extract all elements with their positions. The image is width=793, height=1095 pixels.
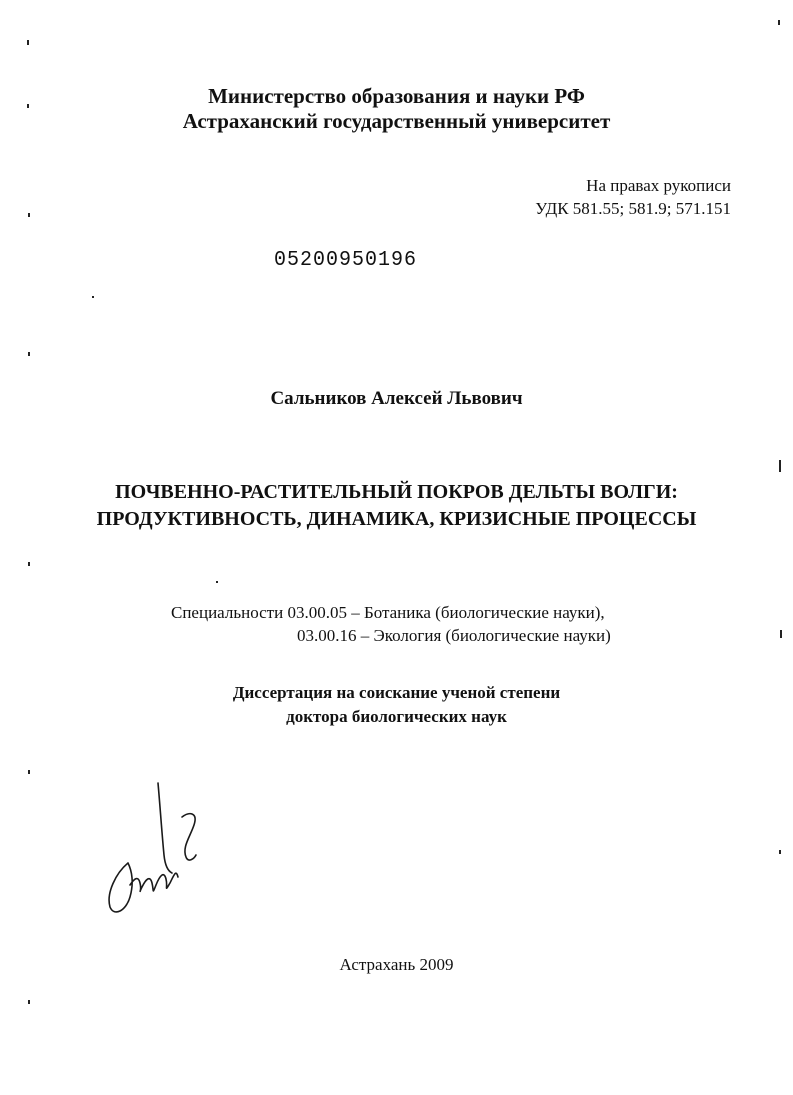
handwritten-signature-icon bbox=[98, 775, 206, 920]
specialty-line-2: 03.00.16 – Экология (биологические науки) bbox=[297, 626, 611, 645]
scan-speck bbox=[779, 460, 781, 472]
scan-speck bbox=[28, 770, 30, 774]
udk-code: УДК 581.55; 581.9; 571.151 bbox=[535, 199, 731, 218]
scan-speck bbox=[216, 581, 218, 583]
specialty-line-1: Специальности 03.00.05 – Ботаника (биологические науки), bbox=[171, 603, 605, 622]
scan-speck bbox=[28, 1000, 30, 1004]
degree-line-2: доктора биологических наук bbox=[286, 707, 507, 726]
scan-speck bbox=[28, 213, 30, 217]
scan-speck bbox=[780, 630, 782, 638]
dissertation-title-line-1: ПОЧВЕННО-РАСТИТЕЛЬНЫЙ ПОКРОВ ДЕЛЬТЫ ВОЛГИ: bbox=[115, 481, 678, 503]
dissertation-title-line-2: ПРОДУКТИВНОСТЬ, ДИНАМИКА, КРИЗИСНЫЕ ПРОЦЕССЫ bbox=[96, 508, 697, 530]
catalog-number: 05200950196 bbox=[274, 248, 418, 273]
scan-speck bbox=[27, 104, 29, 108]
university-heading: Астраханский государственный университет bbox=[182, 109, 611, 133]
scan-speck bbox=[28, 562, 30, 566]
city-year: Астрахань 2009 bbox=[339, 955, 454, 974]
author-name: Сальников Алексей Львович bbox=[270, 388, 523, 409]
manuscript-rights-label: На правах рукописи bbox=[586, 176, 731, 195]
scan-speck bbox=[778, 20, 780, 25]
degree-line-1: Диссертация на соискание ученой степени bbox=[232, 683, 561, 702]
ministry-heading: Министерство образования и науки РФ bbox=[208, 84, 585, 108]
scan-speck bbox=[28, 352, 30, 356]
scan-speck bbox=[27, 40, 29, 45]
scan-speck bbox=[779, 850, 781, 854]
scan-speck bbox=[92, 296, 94, 298]
